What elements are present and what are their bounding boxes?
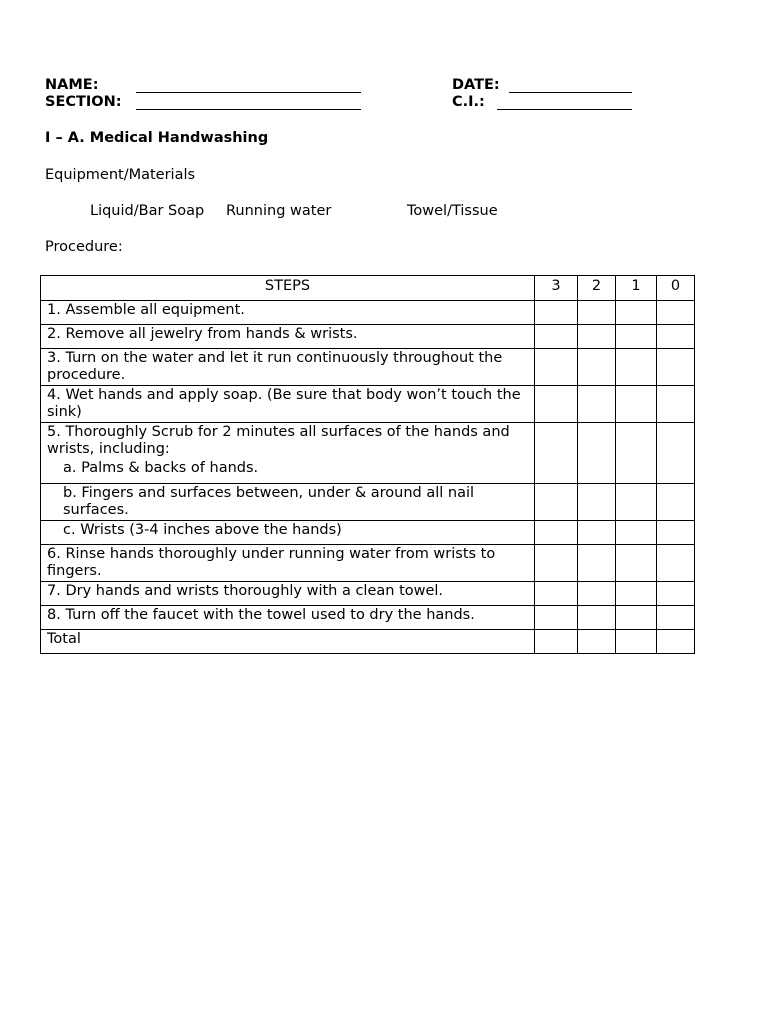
score-cell-3[interactable] [535,386,578,423]
score-cell-0[interactable] [657,301,695,325]
score-cell-1[interactable] [616,301,657,325]
step-text: 2. Remove all jewelry from hands & wrists. [41,325,535,349]
date-field[interactable] [509,92,632,93]
score-cell-1[interactable] [616,521,657,545]
total-cell-3[interactable] [535,630,578,654]
score-cell-2[interactable] [578,545,616,582]
table-row [41,386,695,423]
table-row [41,582,695,606]
step-text: 7. Dry hands and wrists thoroughly with a clean towel. [41,582,535,606]
score-cell-1[interactable] [616,545,657,582]
score-cell-1[interactable] [616,386,657,423]
step-subtext: a. Palms & backs of hands. [63,460,259,476]
column-header-0: 0 [657,276,695,301]
table-header-row [41,276,695,301]
score-cell-0[interactable] [657,386,695,423]
table-row [41,606,695,630]
score-cell-1[interactable] [616,606,657,630]
score-cell-2[interactable] [578,423,616,484]
table-row [41,423,695,484]
score-cell-0[interactable] [657,521,695,545]
step-text: c. Wrists (3-4 inches above the hands) [41,521,535,545]
score-cell-2[interactable] [578,484,616,521]
score-cell-3[interactable] [535,606,578,630]
total-cell-2[interactable] [578,630,616,654]
score-cell-3[interactable] [535,582,578,606]
column-header-3: 3 [535,276,578,301]
step-text: 5. Thoroughly Scrub for 2 minutes all surfaces of the hands and wrists, including: [47,424,510,457]
procedure-heading: Procedure: [45,239,123,255]
score-cell-2[interactable] [578,301,616,325]
score-cell-3[interactable] [535,521,578,545]
score-cell-3[interactable] [535,423,578,484]
total-label: Total [41,630,535,654]
score-cell-3[interactable] [535,349,578,386]
column-header-2: 2 [578,276,616,301]
section-field[interactable] [136,109,361,110]
table-row [41,521,695,545]
score-cell-0[interactable] [657,423,695,484]
score-cell-2[interactable] [578,582,616,606]
score-cell-2[interactable] [578,349,616,386]
name-field[interactable] [136,92,361,93]
equipment-item-towel: Towel/Tissue [407,203,498,219]
score-cell-0[interactable] [657,606,695,630]
column-header-1: 1 [616,276,657,301]
score-cell-2[interactable] [578,325,616,349]
score-cell-2[interactable] [578,386,616,423]
total-cell-1[interactable] [616,630,657,654]
score-cell-0[interactable] [657,582,695,606]
ci-label: C.I.: [452,94,485,110]
total-row [41,630,695,654]
score-cell-0[interactable] [657,349,695,386]
table-row [41,349,695,386]
name-label: NAME: [45,77,99,93]
score-cell-3[interactable] [535,484,578,521]
score-cell-1[interactable] [616,349,657,386]
score-cell-0[interactable] [657,484,695,521]
step-text: 8. Turn off the faucet with the towel used to dry the hands. [41,606,535,630]
step-text: 6. Rinse hands thoroughly under running water from wrists to fingers. [41,545,535,582]
score-cell-0[interactable] [657,325,695,349]
step-text: 3. Turn on the water and let it run continuously throughout the procedure. [41,349,535,386]
score-cell-1[interactable] [616,484,657,521]
score-cell-1[interactable] [616,423,657,484]
step-text: 1. Assemble all equipment. [41,301,535,325]
section-label: SECTION: [45,94,122,110]
column-header-steps: STEPS [41,276,535,301]
table-row [41,301,695,325]
page-title: I – A. Medical Handwashing [45,130,269,146]
equipment-heading: Equipment/Materials [45,167,196,183]
score-cell-3[interactable] [535,325,578,349]
score-cell-2[interactable] [578,521,616,545]
step-text: b. Fingers and surfaces between, under & around all nail surfaces. [41,484,535,521]
score-cell-2[interactable] [578,606,616,630]
equipment-item-water: Running water [226,203,332,219]
step-text: 4. Wet hands and apply soap. (Be sure that body won’t touch the sink) [41,386,535,423]
checklist-table [40,275,695,654]
ci-field[interactable] [497,109,632,110]
equipment-item-soap: Liquid/Bar Soap [90,203,205,219]
table-row [41,545,695,582]
table-row [41,325,695,349]
total-cell-0[interactable] [657,630,695,654]
score-cell-1[interactable] [616,582,657,606]
date-label: DATE: [452,77,500,93]
score-cell-1[interactable] [616,325,657,349]
step-cell [41,423,535,484]
score-cell-0[interactable] [657,545,695,582]
score-cell-3[interactable] [535,301,578,325]
score-cell-3[interactable] [535,545,578,582]
table-row [41,484,695,521]
